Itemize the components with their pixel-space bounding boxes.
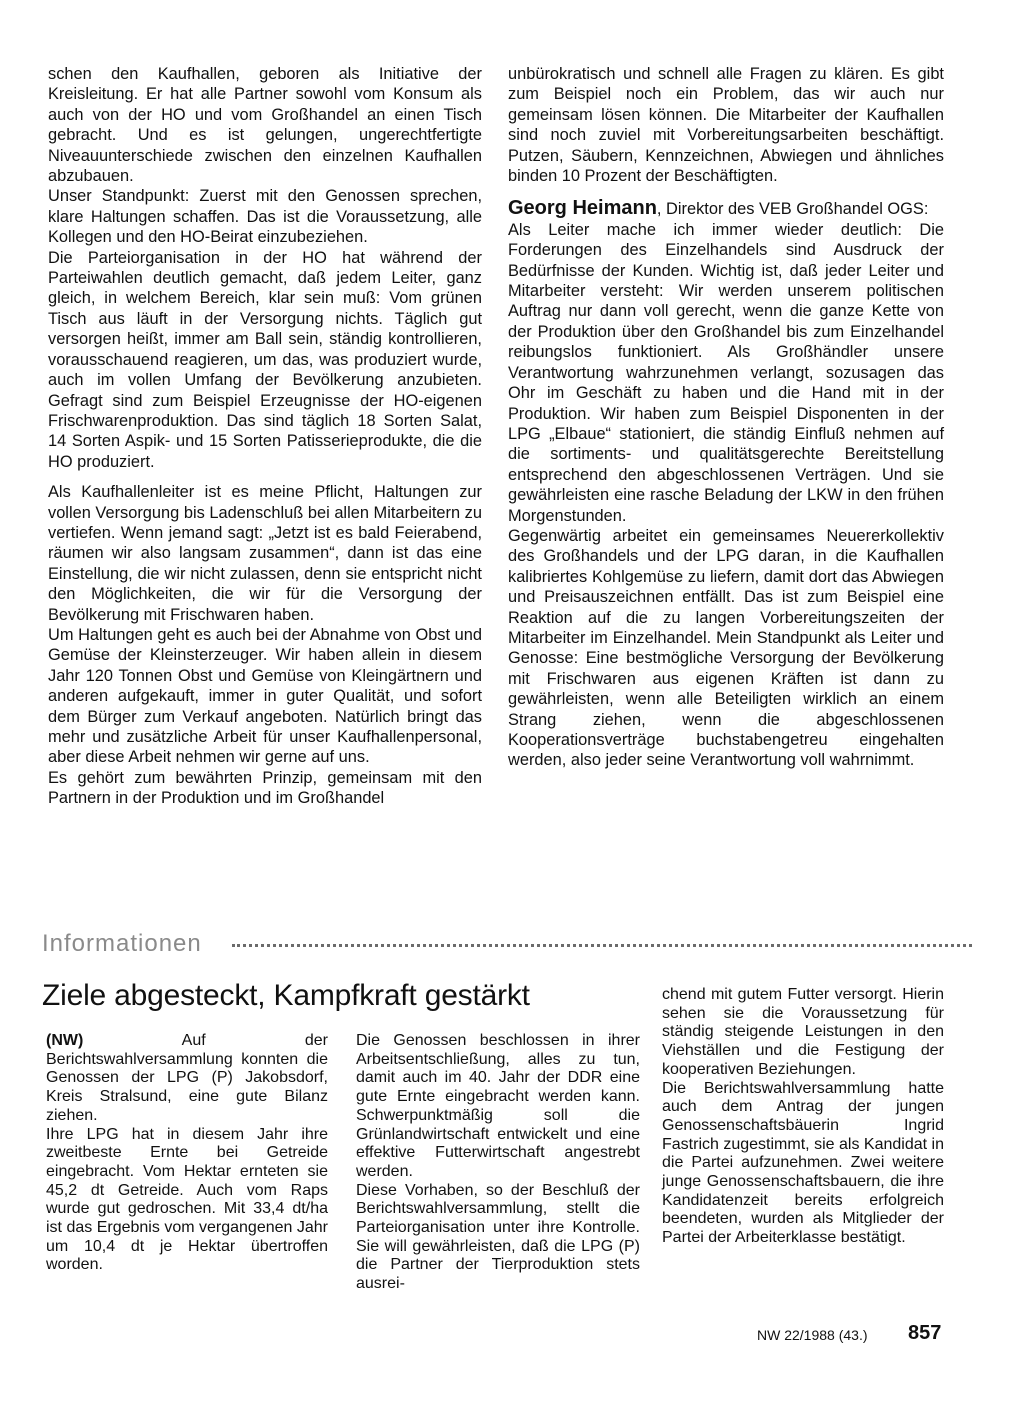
article-paragraph: Ihre LPG hat in diesem Jahr ihre zweitbeste Ernte bei Getreide eingebracht. Vom Hektar ernteten sie 45,2 dt Getreide. Auch vom Raps wurde gut gedroschen. Mit 33,4 dt/ha ist das Ergebnis vom vergangenen Jahr um 10,4 dt je Hektar übertroffen worden. [46, 1125, 328, 1274]
article-paragraph: Diese Vorhaben, so der Beschluß der Berichtswahlversammlung, stellt die Parteiorganisation unter ihre Kontrolle. Sie will gewährleisten, daß die LPG (P) die Partner der Tierproduktion stets ausrei- [356, 1181, 640, 1293]
body-paragraph: Es gehört zum bewährten Prinzip, gemeinsam mit den Partnern in der Produktion und im Großhandel [48, 768, 482, 808]
body-paragraph: unbürokratisch und schnell alle Fragen zu klären. Es gibt zum Beispiel noch ein Problem, das wir auch nur gemeinsam lösen können. Die Mitarbeiter der Kaufhallen sind noch zuviel mit Vorbereitungsarbeiten beschäftigt. Putzen, Säubern, Kennzeichnen, Abwiegen und ähnliches binden 10 Prozent der Beschäftigten. [508, 65, 944, 186]
body-paragraph: Gegenwärtig arbeitet ein gemeinsames Neuererkollektiv des Großhandels und der LPG daran, in die Kaufhallen kalibriertes Kohlgemüse zu liefern, damit dort das Abwiegen und Preisauszeichnen entfällt. Das ist zum Beispiel eine Reaktion auf die zu langen Vorbereitungszeiten der Mitarbeiter im Einzelhandel. Mein Standpunkt als Leiter und Genosse: Eine bestmögliche Versorgung der Bevölkerung mit Frischwaren aus eigenen Kräften ist dann zu gewährleisten, wenn alle Beteiligten wirklich an einem Strang ziehen, wenn die abgeschlossenen Kooperationsverträge buchstabengetreu eingehalten werden, also jeder seine Verantwortung voll wahrnimmt. [508, 526, 944, 770]
article-column-1 [46, 1032, 328, 1275]
body-paragraph: Unser Standpunkt: Zuerst mit den Genossen sprechen, klare Haltungen schaffen. Das ist die Voraussetzung, alle Kollegen und den HO-Beirat einzubeziehen. [48, 187, 482, 247]
article-paragraph: chend mit gutem Futter versorgt. Hierin sehen sie die Voraussetzung für ständig steigende Leistungen in den Viehställen und die Festigung der kooperativen Beziehungen. [662, 986, 944, 1078]
page-number: 857 [908, 1322, 942, 1344]
article-column-3 [662, 986, 944, 1248]
article-lead: (NW) [46, 1032, 84, 1049]
body-paragraph: Die Parteiorganisation in der HO hat während der Parteiwahlen deutlich gemacht, daß jedem Leiter, ganz gleich, in welchem Bereich, klar sein muß: Vom grünen Tisch aus läuft in der Versorgung nichts. Täglich gut versorgen heißt, immer am Ball sein, ständig kontrollieren, vorausschauend reagieren, um das, was produziert wurde, auch im vollen Umfang der Bevölkerung anzubieten. Gefragt sind zum Beispiel Erzeugnisse der HO-eigenen Frischwarenproduktion. Das sind täglich 18 Sorten Salat, 14 Sorten Aspik- und 15 Sorten Patisserieprodukte, die die HO produziert. [48, 248, 482, 471]
speaker-role: , Direktor des VEB Großhandel OGS: [656, 200, 929, 219]
body-paragraph: Als Leiter mache ich immer wieder deutlich: Die Forderungen des Einzelhandels sind Ausdruck der Bedürfnisse der Kunden. Wichtig ist, daß jeder Leiter und Mitarbeiter versteht: Wir werden unserem politischen Auftrag nur dann voll gerecht, wenn die ganze Kette von der Produktion über den Großhandel bis zum Einzelhandel reibungslos funktioniert. Als Großhändler unsere Verantwortung wahrzunehmen verlangt, sozusagen das Ohr im Geschäft zu haben und die Hand mit in der Produktion. Wir haben zum Beispiel Disponenten in der LPG „Elbaue“ stationiert, die ständig Einfluß nehmen auf die sortiments- und qualitätsgerechte Bereitstellung entsprechend den abgeschlossenen Verträgen. Und sie gewährleisten eine rasche Beladung der LKW in den frühen Morgenstunden. [508, 220, 944, 525]
speaker-name: Georg Heimann [508, 197, 657, 220]
right-column [508, 64, 944, 771]
article-title: Ziele abgesteckt, Kampfkraft gestärkt [42, 979, 530, 1012]
left-column [48, 64, 482, 809]
section-label: Informationen [42, 930, 202, 957]
issue-number: NW 22/1988 (43.) [757, 1327, 868, 1343]
body-paragraph: Als Kaufhallenleiter ist es meine Pflicht, Haltungen zur vollen Versorgung bis Ladenschluß bei allen Mitarbeitern zu vertiefen. Wenn jemand sagt: „Jetzt ist es bald Feierabend, räumen wir also langsam zusammen“, dann ist das eine Einstellung, die wir nicht zulassen, denn sie entspricht nicht den Möglichkeiten, die wir für die Versorgung der Bevölkerung mit Frischwaren haben. [48, 483, 482, 624]
dotted-rule [232, 944, 972, 947]
article-paragraph: Die Berichtswahlversammlung hatte auch dem Antrag der jungen Genossenschaftsbäuerin Ingrid Fastrich zugestimmt, sie als Kandidat in die Partei aufzunehmen. Zwei weitere junge Genossenschaftsbauern, die ihre Kandidatenzeit bereits erfolgreich beendeten, wurden als Mitglieder der Partei der Arbeiterklasse bestätigt. [662, 1079, 944, 1247]
section-divider [42, 930, 982, 960]
article-column-2 [356, 1032, 640, 1294]
speaker-intro [508, 198, 944, 219]
article-text: Auf der Berichtswahlversammlung konnten die Genossen der LPG (P) Jakobsdorf, Kreis Stralsund, eine gute Bilanz ziehen. [46, 1032, 328, 1124]
body-paragraph: schen den Kaufhallen, geboren als Initiative der Kreisleitung. Er hat alle Partner sowohl vom Konsum als auch von der HO und vom Großhandel an einen Tisch gebracht. Und es ist gelungen, ungerechtfertigte Niveauunterschiede zwischen den einzelnen Kaufhallen abzubauen. [48, 65, 482, 186]
body-paragraph: Um Haltungen geht es auch bei der Abnahme von Obst und Gemüse der Kleinsterzeuger. Wir haben allein in diesem Jahr 120 Tonnen Obst und Gemüse von Kleingärtnern und anderen aufgekauft, immer in guter Qualität, und sofort dem Bürger zum Verkauf angeboten. Natürlich bringt das mehr und zusätzliche Arbeit für unser Kaufhallenpersonal, aber diese Arbeit nehmen wir gerne auf uns. [48, 625, 482, 767]
article-paragraph: Die Genossen beschlossen in ihrer Arbeitsentschließung, alles zu tun, damit auch im 40. Jahr der DDR eine gute Ernte eingebracht werden kann. Schwerpunktmäßig soll die Grünlandwirtschaft entwickelt und eine effektive Futterwirtschaft angestrebt werden. [356, 1032, 640, 1180]
article-paragraph [46, 1032, 328, 1126]
